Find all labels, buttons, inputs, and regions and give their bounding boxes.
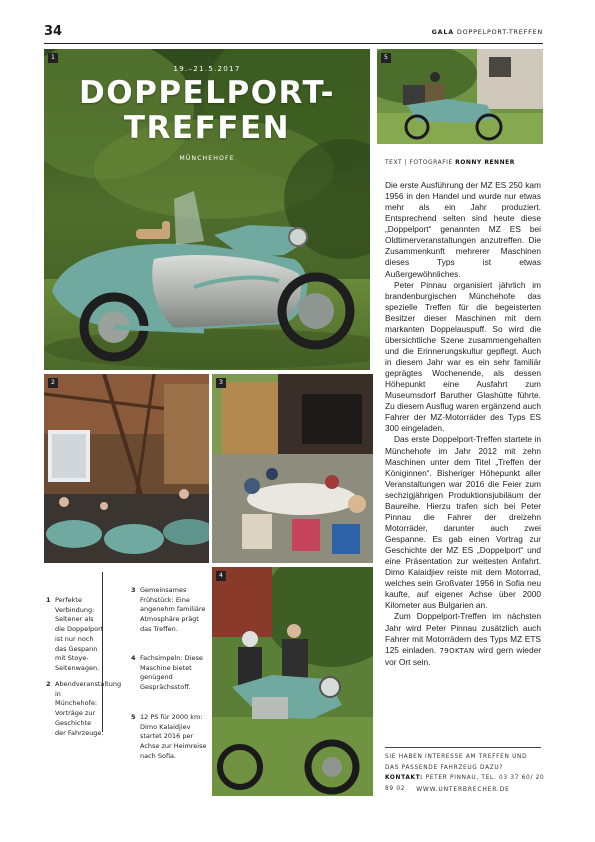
- caption-number: 4: [131, 654, 136, 662]
- photo-evening-presentation: [44, 374, 209, 563]
- caption-text: Abendveranstaltung in Münchehofe: Vorträge zur Geschichte der Fahrzeuge.: [55, 680, 122, 737]
- event-place: MÜNCHEHOFE: [179, 155, 235, 162]
- caption-divider: [102, 572, 103, 732]
- byline-label: TEXT | FOTOGRAFIE: [385, 159, 453, 166]
- byline-author: RONNY RENNER: [455, 159, 515, 166]
- contact-label: KONTAKT:: [385, 775, 424, 781]
- body-paragraph-2: Peter Pinnau organisiert jährlich im brandenburgischen Münchehofe das spezielle Treffen für die begeisterten Besitzer dieser Maschinen mit dem markanten Doppelauspuff. So wird die übersichtliche Szene zusammengehalten und die Erinnerungskultur gepflegt. Auch in diesem Jahr war es ein sehr familiär geprägtes Wochenende, als dessen Höhepunkt eine Ausfahrt zum Museumsdorf Baruther Glashütte führte. Zu diesem Ausflug waren ergänzend auch Fahrer der MZ-Motorräder des Typs ES 300 eingeladen.: [385, 279, 541, 434]
- caption-number: 1: [46, 596, 51, 604]
- info-line-2: DAS PASSENDE FAHRZEUG DAZU?: [385, 764, 504, 771]
- body-paragraph-1: Die erste Ausführung der MZ ES 250 kam 1956 in den Handel und wurde nur etwas mehr als ein Jahr produziert. Entsprechend selten sind heute diese „Doppelport“ genannten MZ ES bei Oldtimerveranstaltungen anzutreffen. Die Zusammenkunft mehrerer Maschinen dieses Typs ist etwas Außergewöhnliches.: [385, 180, 541, 279]
- caption-4: [131, 654, 209, 693]
- caption-text: Fachsimpeln: Diese Maschine bietet genügend Gesprächsstoff.: [140, 654, 203, 692]
- photo-number-badge: 3: [216, 378, 226, 388]
- byline: [385, 159, 515, 166]
- photo-talking-shop: [212, 567, 373, 796]
- photo-number-badge: 2: [48, 378, 58, 388]
- event-date: 19.–21.5.2017: [173, 64, 241, 73]
- photo-number-badge: 4: [216, 571, 226, 581]
- caption-3: [131, 586, 209, 635]
- caption-2: [46, 680, 122, 738]
- section-name: DOPPELPORT-TREFFEN: [456, 28, 543, 36]
- photo-number-badge: 1: [48, 53, 58, 63]
- title-line-2: TREFFEN: [123, 110, 291, 146]
- photo-departure: [377, 49, 543, 144]
- body-paragraph-4: [385, 611, 541, 667]
- caption-number: 3: [131, 586, 136, 594]
- breakfast-illustration: [212, 374, 373, 563]
- caption-5: [131, 713, 209, 762]
- caption-text: 12 PS für 2000 km: Dimo Kalaidjiev startet 2016 per Achse zur Heimreise nach Sofia.: [140, 713, 207, 760]
- body-paragraph-3: Das erste Doppelport-Treffen startete in Münchehofe im Jahr 2012 mit zehn Maschinen unter dem Titel „Treffen der Königinnen“. Bisheriger Höhepunkt aller Veranstaltungen war 2016 die Feier zum sechzigjährigen Produktionsjubiläum der Baureihe. Hierzu trafen sich bei Peter Pinnau die Fahrer der dreizehn Motorräder, darunter auch zwei Gespanne. Es gab einen Vortrag zur Geschichte der MZ ES „Doppelport“ und eine Präsentation zur weitesten Anfahrt. Dimo Kalaidjiev reiste mit dem Motorrad, welches sein Großvater 1956 in Sofia neu kaufte, auf eigener Achse über 2000 Kilometer aus Bulgarien an.: [385, 434, 541, 611]
- info-line-1: SIE HABEN INTERESSE AM TREFFEN UND: [385, 754, 528, 760]
- header-rule: [44, 43, 543, 44]
- caption-text: Gemeinsames Frühstück: Eine angenehm familiäre Atmosphäre prägt das Treffen.: [140, 586, 206, 633]
- contact-details: PETER PINNAU, TEL. 03 37 60/ 20 89 02: [385, 775, 545, 792]
- caption-number: 2: [46, 680, 51, 688]
- title-line-1: DOPPELPORT-: [79, 75, 335, 111]
- departure-illustration: [377, 49, 543, 144]
- photo-breakfast: [212, 374, 373, 563]
- caption-text: Perfekte Verbindung: Seltener als die Doppelport ist nur noch das Gespann mit Stoye-Seitenwagen.: [55, 596, 104, 672]
- info-rule: [385, 747, 541, 748]
- info-website[interactable]: WWW.UNTERBRECHER.DE: [416, 786, 510, 793]
- barn-illustration: [44, 374, 209, 563]
- body-paragraph-4-text: Zum Doppelport-Treffen im nächsten Jahr wird Peter Pinnau zusätzlich auch Fahrer mit Motorrädern des Typs MZ ETS 125 einladen.: [385, 611, 541, 655]
- magazine-name: GALA: [431, 28, 455, 36]
- article-title: [44, 76, 370, 146]
- body-paragraph-4-end: wird gern wieder vor Ort sein.: [385, 644, 542, 667]
- caption-1: [46, 596, 104, 674]
- magazine-sign: 79OKTAN: [439, 646, 475, 655]
- motorcycle-illustration: [212, 567, 373, 796]
- caption-number: 5: [131, 713, 136, 721]
- article-body: [385, 180, 541, 668]
- running-header: [432, 28, 543, 36]
- photo-number-badge: 5: [381, 53, 391, 63]
- page-number: 34: [44, 24, 63, 39]
